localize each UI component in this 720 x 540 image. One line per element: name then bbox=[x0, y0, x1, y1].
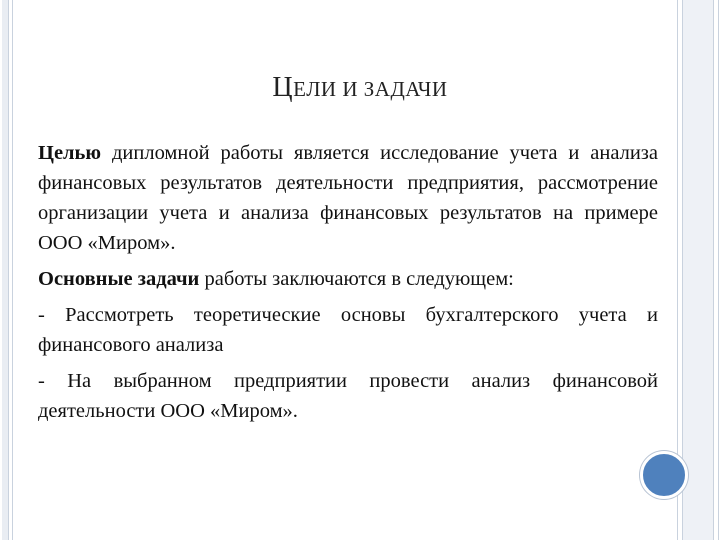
paragraph-text: дипломной работы является исследование учета и анализа финансовых результатов деятельности предприятия, рассмотрение организации учета и анализа финансовых результатов на примере ООО «Миром». bbox=[38, 142, 658, 254]
paragraph-goal bbox=[38, 138, 658, 258]
slide-title bbox=[0, 72, 720, 104]
paragraph-text: - Рассмотреть теоретические основы бухгалтерского учета и финансового анализа bbox=[38, 304, 658, 356]
task-item-2 bbox=[38, 366, 658, 426]
paragraph-bold: Основные задачи bbox=[38, 268, 200, 290]
slide-body bbox=[38, 138, 658, 432]
task-item-1 bbox=[38, 300, 658, 360]
title-rest: ЕЛИ И ЗАДАЧИ bbox=[293, 77, 448, 101]
paragraph-text: - На выбранном предприятии провести анализ финансовой деятельности ООО «Миром». bbox=[38, 370, 658, 422]
paragraph-bold: Целью bbox=[38, 142, 102, 164]
paragraph-tasks bbox=[38, 264, 658, 294]
decorative-circle-icon bbox=[640, 451, 688, 499]
paragraph-text: работы заключаются в следующем: bbox=[199, 268, 514, 290]
title-first-letter: Ц bbox=[272, 72, 294, 103]
